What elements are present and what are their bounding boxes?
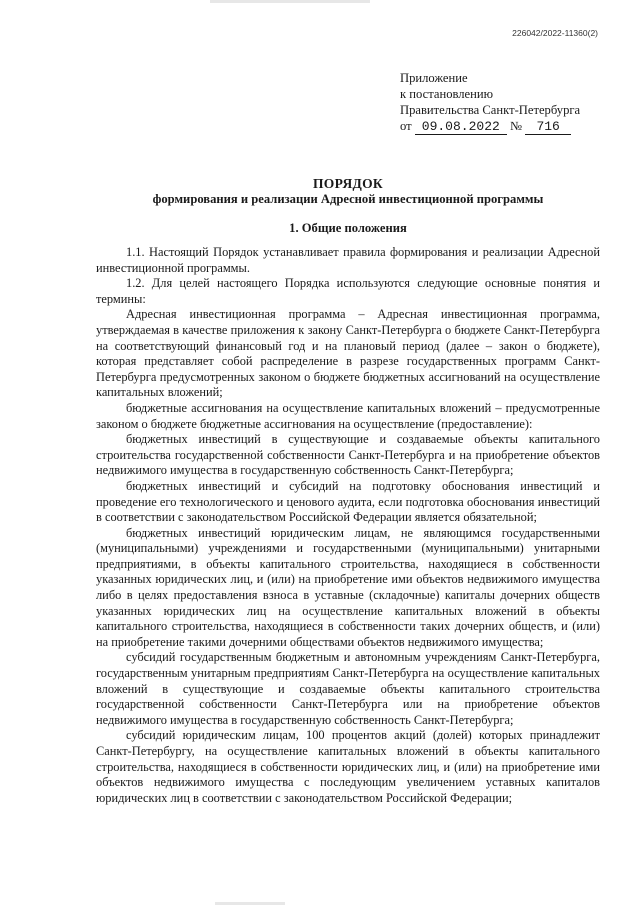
section-heading: 1. Общие положения [289, 221, 407, 235]
document-title: ПОРЯДОК [312, 176, 383, 191]
list-item-subsidies-institutions: субсидий государственным бюджетным и автономным учреждениям Санкт-Петербурга, государственным унитарным предприятиям Санкт-Петербурга на осуществление капитальных вложений в существующие и создаваемые объекты капитального строительства государственной собственности Санкт-Петербурга или на приобретение объектов недвижимого имущества в государственную собственность Санкт-Петербурга; [96, 650, 600, 727]
appendix-block [400, 70, 610, 135]
appendix-line-1: Приложение [400, 71, 468, 85]
from-label: от [400, 119, 412, 133]
definition-budget-allocations: бюджетные ассигнования на осуществление капитальных вложений – предусмотренные законом о бюджете бюджетные ассигнования на осуществление (предоставление): [96, 400, 600, 431]
appendix-line-3: Правительства Санкт-Петербурга [400, 103, 581, 117]
appendix-date-line [400, 118, 610, 135]
document-id: 226042/2022-11360(2) [512, 28, 598, 38]
definition-address-program: Адресная инвестиционная программа – Адресная инвестиционная программа, утверждаемая в качестве приложения к закону Санкт-Петербурга о бюджете Санкт-Петербурга на соответствующий финансовый год и на плановый период (далее – закон о бюджете), которая представляет собой распределение в разрезе государственных программ Санкт-Петербурга предусмотренных законом о бюджете бюджетных ассигнований на осуществление капитальных вложений; [96, 307, 600, 400]
document-subtitle: формирования и реализации Адресной инвестиционной программы [152, 192, 544, 206]
list-item-investment-justification: бюджетных инвестиций и субсидий на подготовку обоснования инвестиций и проведение его технологического и ценового аудита, если подготовка обоснования инвестиций в соответствии с законодательством Российской Федерации является обязательной; [96, 478, 600, 525]
paragraph-1-1: 1.1. Настоящий Порядок устанавливает правила формирования и реализации Адресной инвестиционной программы. [96, 245, 600, 275]
list-item-subsidies-legal-entities: субсидий юридическим лицам, 100 процентов акций (долей) которых принадлежит Санкт-Петербургу, на осуществление капитальных вложений в объекты капитального строительства, находящиеся в собственности юридических лиц, и (или) на приобретение ими объектов недвижимого имущества с последующим увеличением уставных капиталов юридических лиц в соответствии с законодательством Российской Федерации; [96, 728, 600, 805]
appendix-line-2: к постановлению [400, 87, 494, 101]
decree-number: 716 [525, 119, 571, 135]
paragraph-1-2: 1.2. Для целей настоящего Порядка используются следующие основные понятия и термины: [96, 276, 600, 306]
list-item-legal-entities-investments: бюджетных инвестиций юридическим лицам, не являющимся государственными (муниципальными) учреждениями и государственными (муниципальными) унитарными предприятиями, в объекты капитального строительства, находящиеся в собственности указанных юридических лиц, и (или) на приобретение ими объектов недвижимого имущества либо в целях предоставления взноса в уставные (складочные) капиталы дочерних обществ указанных юридических лиц на осуществление капитальных вложений в объекты капитального строительства, находящиеся в собственности таких дочерних обществ, и (или) на приобретение такими дочерними обществами объектов недвижимого имущества; [96, 525, 600, 649]
number-label: № [509, 119, 522, 133]
body-text [96, 245, 600, 806]
scan-artifact-top [210, 0, 370, 3]
list-item-budget-investments: бюджетных инвестиций в существующие и создаваемые объекты капитального строительства государственной собственности Санкт-Петербурга и на приобретение объектов недвижимого имущества в государственную собственность Санкт-Петербурга; [96, 432, 600, 478]
decree-date: 09.08.2022 [415, 119, 507, 135]
